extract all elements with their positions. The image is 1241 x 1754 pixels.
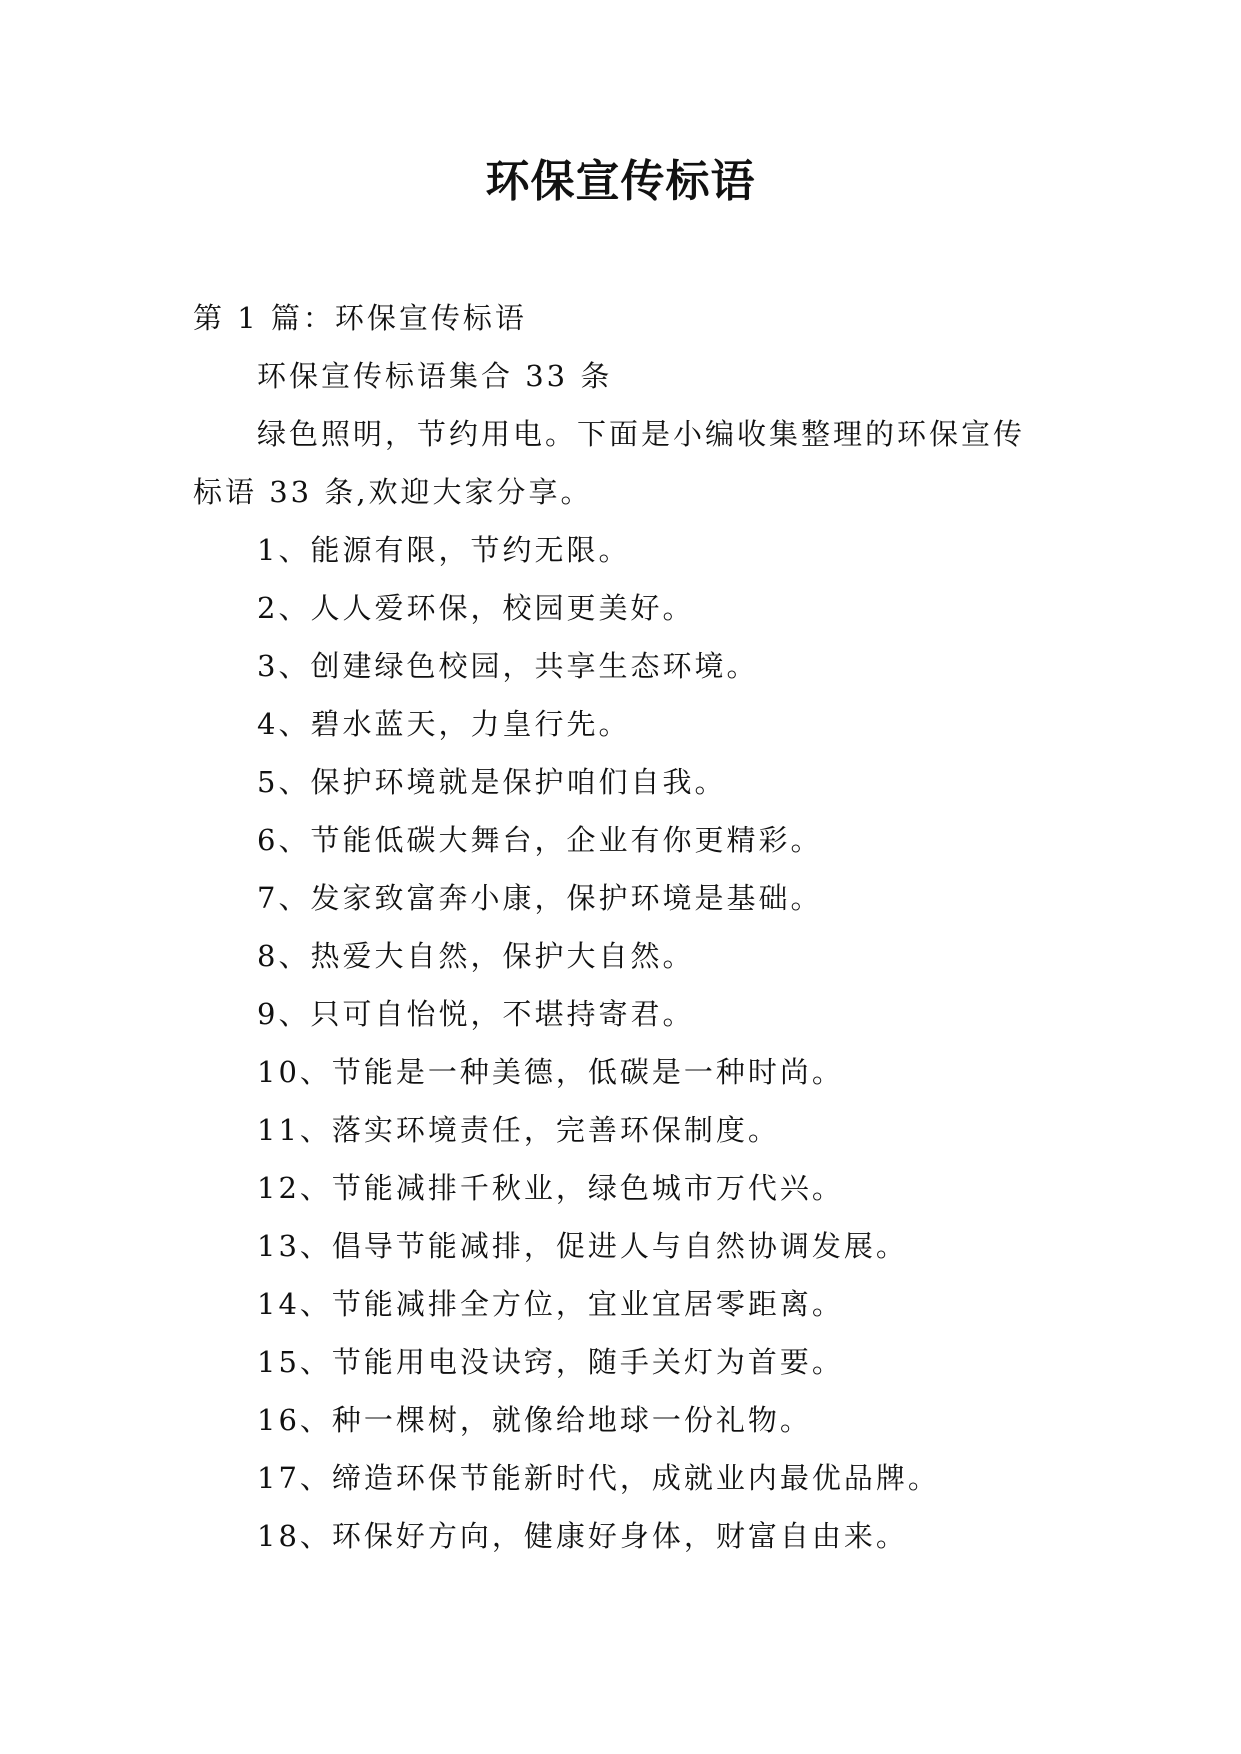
slogan-item: 14、节能减排全方位，宜业宜居零距离。 — [257, 1287, 844, 1321]
paragraph-line: 环保宣传标语集合 33 条 — [257, 359, 613, 393]
slogan-item: 9、只可自怡悦，不堪持寄君。 — [257, 997, 695, 1031]
slogan-item: 7、发家致富奔小康，保护环境是基础。 — [257, 881, 823, 915]
document-title: 环保宣传标语 — [485, 156, 756, 207]
section-heading: 第 1 篇：环保宣传标语 — [193, 301, 527, 335]
slogan-item: 11、落实环境责任，完善环保制度。 — [257, 1113, 780, 1147]
paragraph-line: 标语 33 条,欢迎大家分享。 — [193, 475, 593, 509]
slogan-item: 17、缔造环保节能新时代，成就业内最优品牌。 — [257, 1461, 940, 1495]
slogan-item: 12、节能减排千秋业，绿色城市万代兴。 — [257, 1171, 844, 1205]
slogan-item: 16、种一棵树，就像给地球一份礼物。 — [257, 1403, 812, 1437]
slogan-item: 1、能源有限，节约无限。 — [257, 533, 631, 567]
slogan-item: 2、人人爱环保，校园更美好。 — [257, 591, 695, 625]
slogan-item: 5、保护环境就是保护咱们自我。 — [257, 765, 727, 799]
slogan-item: 18、环保好方向，健康好身体，财富自由来。 — [257, 1519, 908, 1553]
slogan-item: 4、碧水蓝天，力皇行先。 — [257, 707, 631, 741]
slogan-item: 3、创建绿色校园，共享生态环境。 — [257, 649, 759, 683]
slogan-item: 8、热爱大自然，保护大自然。 — [257, 939, 695, 973]
slogan-item: 10、节能是一种美德，低碳是一种时尚。 — [257, 1055, 844, 1089]
slogan-item: 6、节能低碳大舞台，企业有你更精彩。 — [257, 823, 823, 857]
paragraph-line: 绿色照明，节约用电。下面是小编收集整理的环保宣传 — [257, 417, 1026, 451]
document-body — [193, 289, 1063, 1565]
slogan-item: 15、节能用电没诀窍，随手关灯为首要。 — [257, 1345, 844, 1379]
slogan-item: 13、倡导节能减排，促进人与自然协调发展。 — [257, 1229, 908, 1263]
